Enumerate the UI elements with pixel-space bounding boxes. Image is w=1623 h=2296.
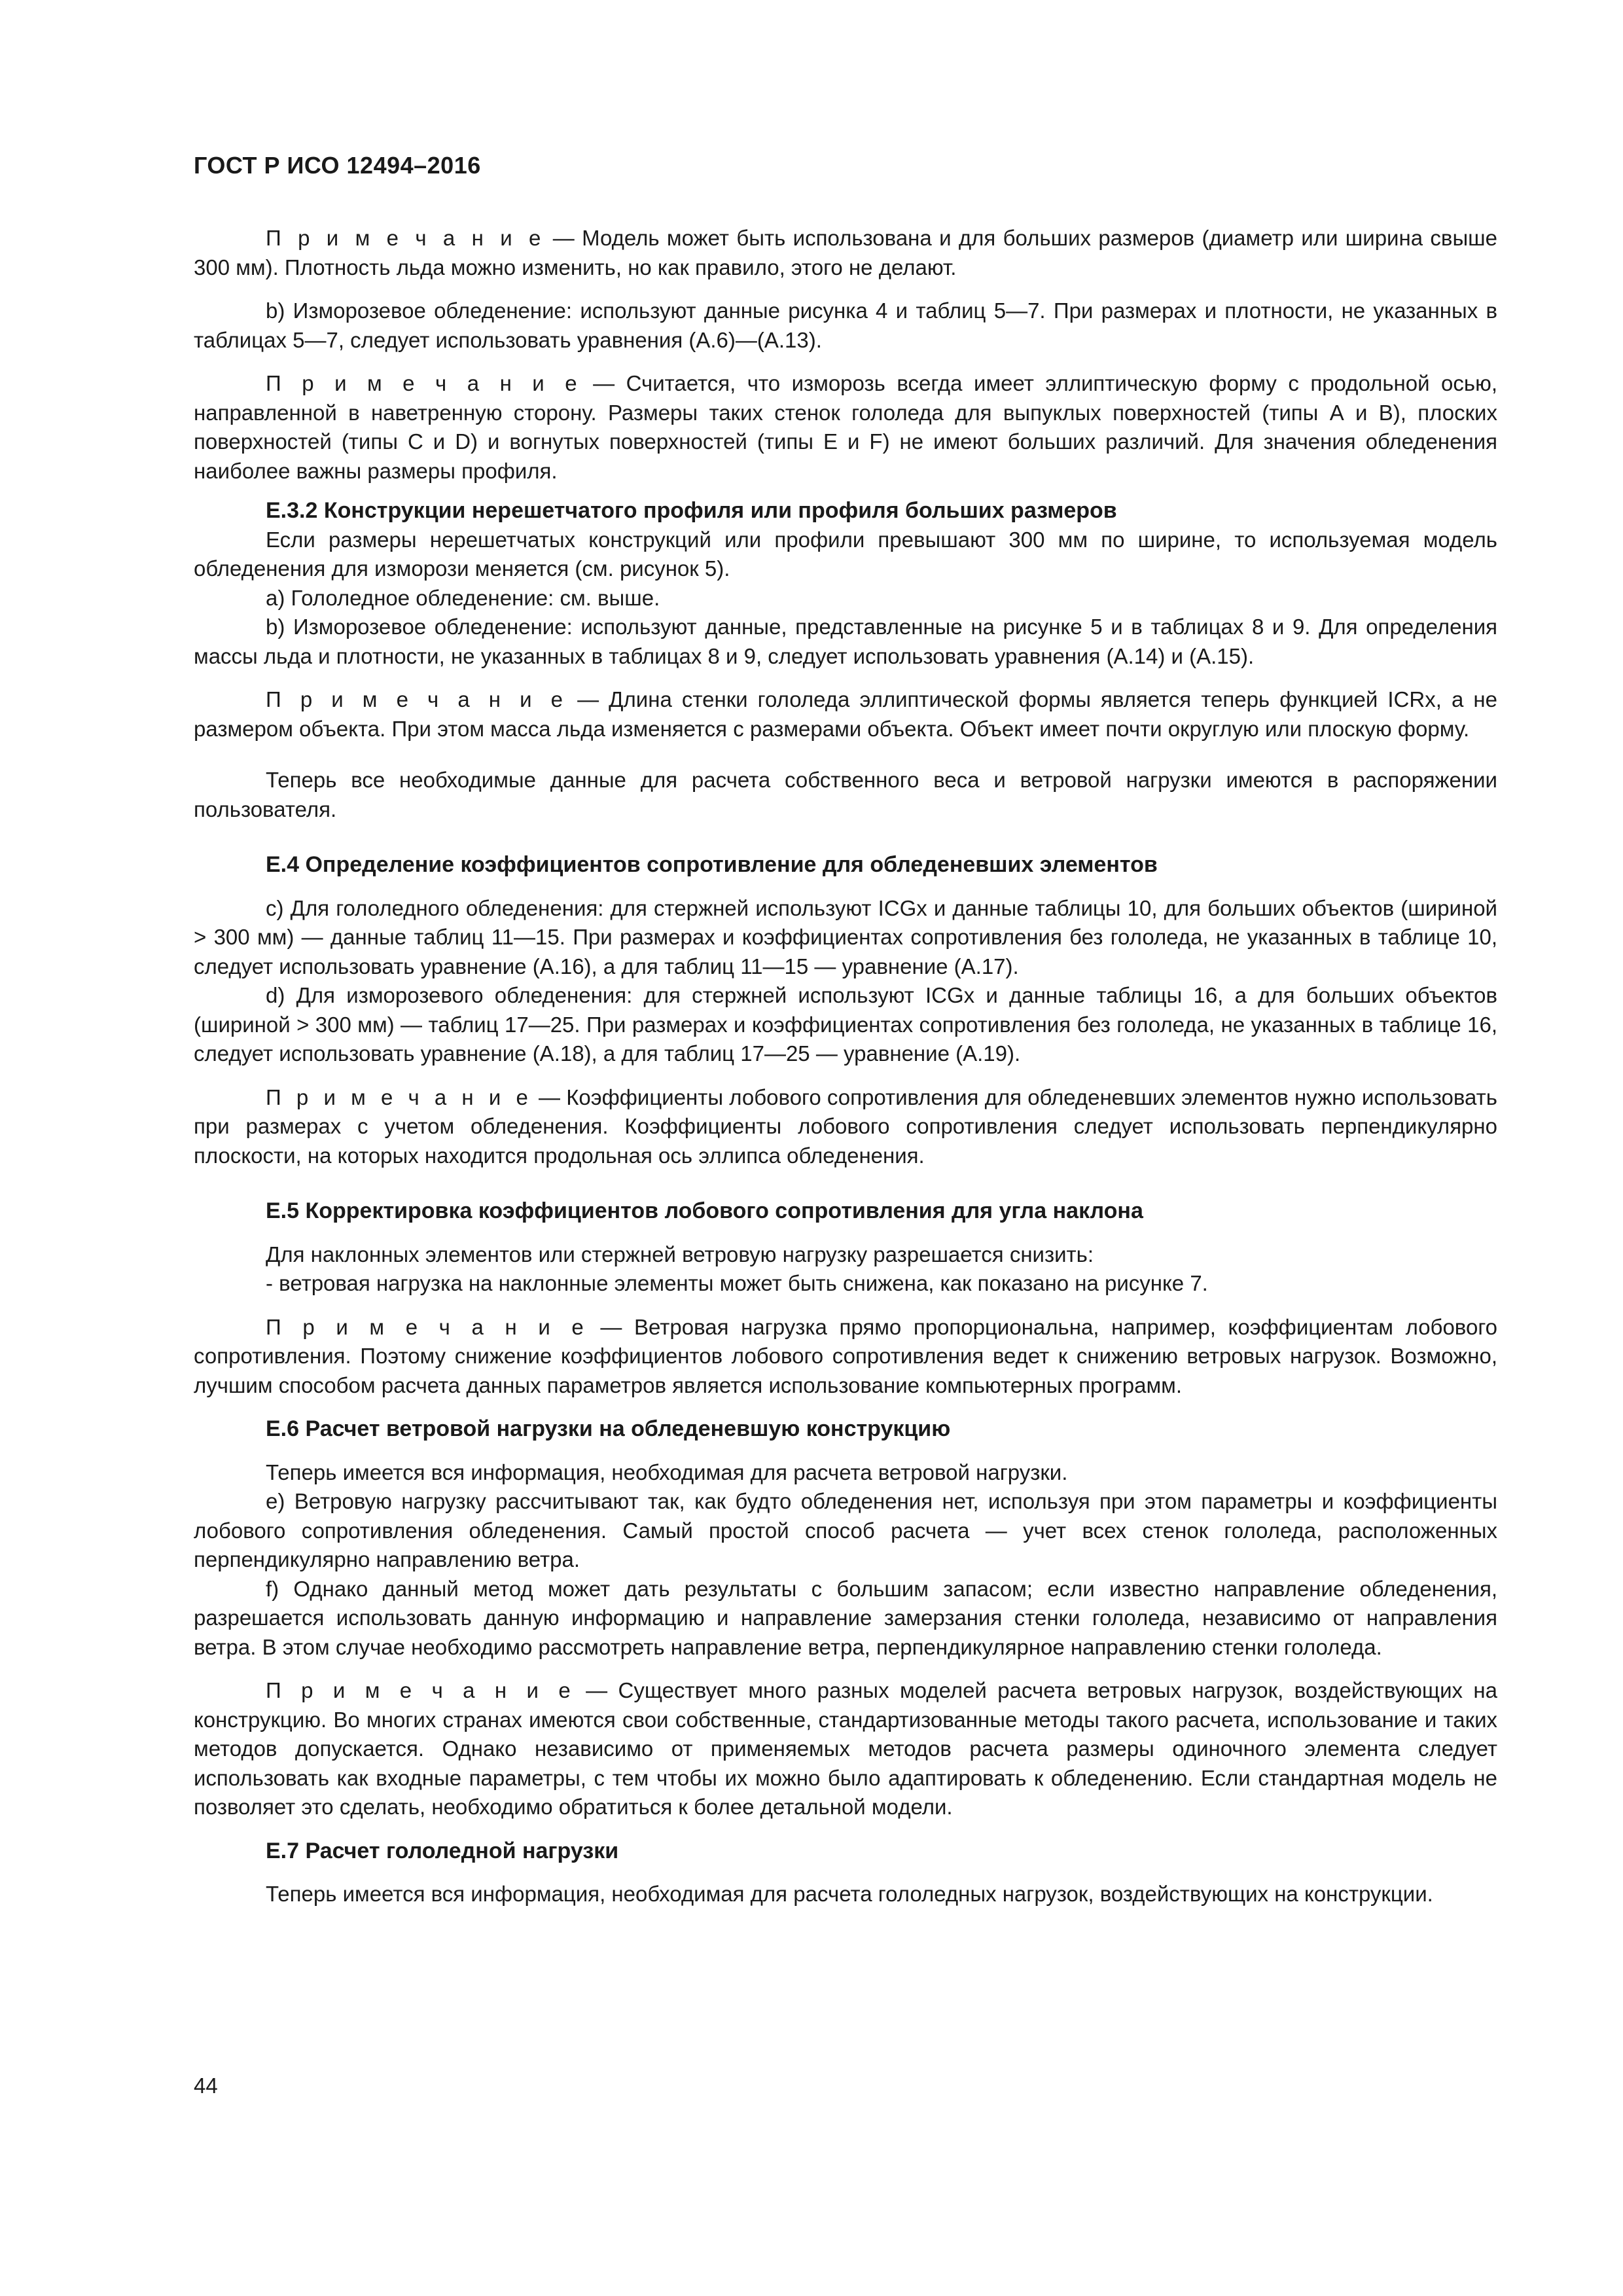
list-item-paragraph: f) Однако данный метод может дать результаты с большим запасом; если известно направление обледенения, разрешается использовать данную информацию и направление замерзания стенки гололеда, независимо от направления ветра. В этом случае необходимо рассмотреть направление ветра, перпендикулярное направлению стенки гололеда.: [194, 1576, 1497, 1659]
note-paragraph: [194, 369, 1497, 486]
note-label: П р и м е ч а н и е: [266, 1314, 588, 1339]
note-paragraph: [194, 1083, 1497, 1171]
note-label: П р и м е ч а н и е: [266, 371, 582, 395]
page-number: 44: [194, 2073, 218, 2098]
note-text: — Длина стенки гололеда эллиптической формы является теперь функцией ICRx, а не размером объекта. При этом масса льда изменяется с размерами объекта. Объект имеет почти округлую или плоскую форму.: [194, 687, 1498, 741]
body-paragraph: Если размеры нерешетчатых конструкций или профили превышают 300 мм по ширине, то используемая модель обледенения для изморози меняется (см. рисунок 5).: [194, 527, 1497, 581]
note-paragraph: [194, 224, 1497, 282]
list-item-paragraph: b) Изморозевое обледенение: используют данные рисунка 4 и таблиц 5—7. При размерах и плотности, не указанных в таблицах 5—7, следует использовать уравнения (А.6)—(А.13).: [194, 298, 1497, 352]
section-heading-e5: Е.5 Корректировка коэффициентов лобового сопротивления для угла наклона: [266, 1198, 1143, 1223]
note-text: — Коэффициенты лобового сопротивления для обледеневших элементов нужно использовать при размерах с учетом обледенения. Коэффициенты лобового сопротивления следует использовать перпендикулярно плоскости, на которых находится продольная ось эллипса обледенения.: [194, 1085, 1497, 1168]
list-item-paragraph: b) Изморозевое обледенение: используют данные, представленные на рисунке 5 и в таблицах 8 и 9. Для определения массы льда и плотности, не указанных в таблицах 8 и 9, следует использовать уравнения (А.14) и (А.15).: [194, 615, 1497, 668]
body-paragraph: Теперь имеется вся информация, необходимая для расчета ветровой нагрузки.: [266, 1460, 1068, 1484]
note-text: — Считается, что изморозь всегда имеет эллиптическую форму с продольной осью, направленной в наветренную сторону. Размеры таких стенок гололеда для выпуклых поверхностей (типы А и В), плоских поверхностей (типы С и D) и вогнутых поверхностей (типы Е и F) не имеют больших различий. Для значения обледенения наиболее важны размеры профиля.: [194, 371, 1497, 483]
body-paragraph: Теперь имеется вся информация, необходимая для расчета гололедных нагрузок, воздействующих на конструкции.: [266, 1882, 1433, 1906]
list-item-paragraph: с) Для гололедного обледенения: для стержней используют ICGx и данные таблицы 10, для больших объектов (шириной > 300 мм) — данные таблиц 11—15. При размерах и коэффициентах сопротивления без гололеда, не указанных в таблице 10, следует использовать уравнение (А.16), а для таблиц 11—15 — уравнение (А.17).: [194, 895, 1497, 978]
section-heading-e32: Е.3.2 Конструкции нерешетчатого профиля или профиля больших размеров: [266, 498, 1117, 523]
list-item-paragraph: е) Ветровую нагрузку рассчитывают так, как будто обледенения нет, используя при этом параметры и коэффициенты лобового сопротивления обледенения. Самый простой способ расчета — учет всех стенок гололеда, расположенных перпендикулярно направлению ветра.: [194, 1489, 1497, 1571]
document-body: [194, 224, 1497, 1909]
note-label: П р и м е ч а н и е: [266, 1085, 533, 1109]
section-heading-e6: Е.6 Расчет ветровой нагрузки на обледеневшую конструкцию: [266, 1416, 951, 1441]
section-heading-e7: Е.7 Расчет гололедной нагрузки: [266, 1838, 619, 1863]
note-paragraph: [194, 1676, 1497, 1822]
document-header: ГОСТ Р ИСО 12494–2016: [194, 152, 481, 179]
note-text: — Модель может быть использована и для больших размеров (диаметр или ширина свыше 300 мм). Плотность льда можно изменить, но как правило, этого не делают.: [194, 226, 1497, 279]
dash-list-item: - ветровая нагрузка на наклонные элементы может быть снижена, как показано на рисунке 7.: [266, 1271, 1208, 1295]
body-paragraph: Теперь все необходимые данные для расчета собственного веса и ветровой нагрузки имеются в распоряжении пользователя.: [194, 768, 1497, 821]
note-paragraph: [194, 1313, 1497, 1401]
note-label: П р и м е ч а н и е: [266, 687, 567, 711]
note-label: П р и м е ч а н и е: [266, 1678, 575, 1702]
note-text: — Ветровая нагрузка прямо пропорциональна, например, коэффициентам лобового сопротивления. Поэтому снижение коэффициентов лобового сопротивления ведет к снижению ветровых нагрузок. Возможно, лучшим способом расчета данных параметров является использование компьютерных программ.: [194, 1314, 1497, 1397]
note-text: — Существует много разных моделей расчета ветровых нагрузок, воздействующих на конструкцию. Во многих странах имеются свои собственные, стандартизованные методы такого расчета, использование и таких методов допускается. Однако независимо от применяемых методов расчета размеры одиночного элемента следует использовать как входные параметры, с тем чтобы их можно было адаптировать к обледенению. Если стандартная модель не позволяет это сделать, необходимо обратиться к более детальной модели.: [194, 1678, 1497, 1819]
note-paragraph: [194, 685, 1497, 744]
list-item-paragraph: а) Гололедное обледенение: см. выше.: [266, 585, 660, 610]
body-paragraph: Для наклонных элементов или стержней ветровую нагрузку разрешается снизить:: [266, 1242, 1094, 1266]
note-label: П р и м е ч а н и е: [266, 226, 546, 250]
list-item-paragraph: d) Для изморозевого обледенения: для стержней используют ICGx и данные таблицы 16, а для больших объектов (шириной > 300 мм) — таблиц 17—25. При размерах и коэффициентах сопротивления без гололеда, не указанных в таблице 16, следует использовать уравнение (А.18), а для таблиц 17—25 — уравнение (А.19).: [194, 983, 1497, 1066]
section-heading-e4: Е.4 Определение коэффициентов сопротивление для обледеневших элементов: [266, 852, 1158, 877]
